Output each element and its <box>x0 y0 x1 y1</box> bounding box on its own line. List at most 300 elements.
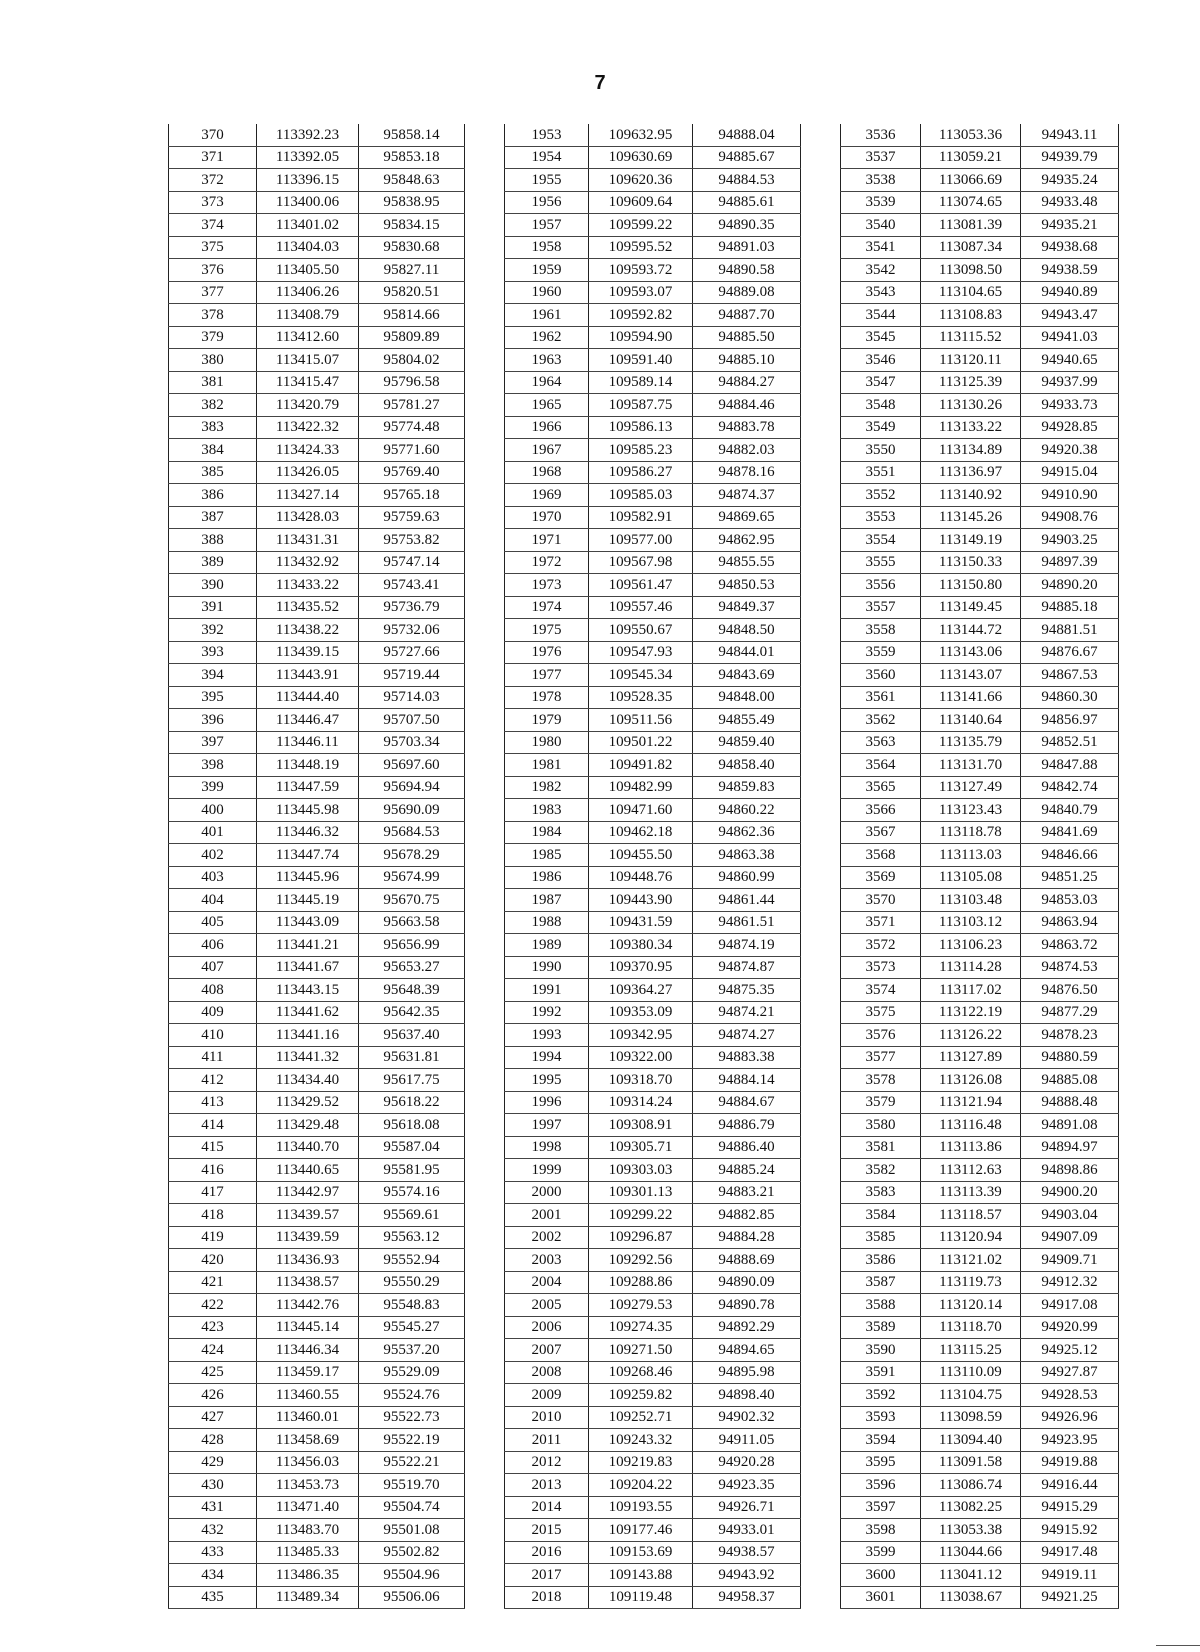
table-row <box>169 1339 465 1362</box>
y-coordinate-cell: 95529.09 <box>359 1361 465 1384</box>
x-coordinate-cell: 113456.03 <box>257 1451 359 1474</box>
point-number-cell: 423 <box>169 1316 257 1339</box>
x-coordinate-cell: 109511.56 <box>589 709 693 732</box>
table-row <box>505 664 801 687</box>
y-coordinate-cell: 94890.35 <box>693 214 801 237</box>
table-row <box>505 844 801 867</box>
table-row <box>841 596 1119 619</box>
x-coordinate-cell: 113121.94 <box>921 1091 1021 1114</box>
point-number-cell: 419 <box>169 1226 257 1249</box>
y-coordinate-cell: 94885.67 <box>693 146 801 169</box>
point-number-cell: 406 <box>169 934 257 957</box>
x-coordinate-cell: 113434.40 <box>257 1069 359 1092</box>
y-coordinate-cell: 95838.95 <box>359 191 465 214</box>
point-number-cell: 1999 <box>505 1159 589 1182</box>
table-row <box>841 1541 1119 1564</box>
y-coordinate-cell: 94862.95 <box>693 529 801 552</box>
point-number-cell: 2017 <box>505 1564 589 1587</box>
table-row <box>841 1496 1119 1519</box>
x-coordinate-cell: 109491.82 <box>589 754 693 777</box>
y-coordinate-cell: 95827.11 <box>359 259 465 282</box>
x-coordinate-cell: 109593.07 <box>589 281 693 304</box>
point-number-cell: 3580 <box>841 1114 921 1137</box>
table-row <box>505 1519 801 1542</box>
x-coordinate-cell: 113446.34 <box>257 1339 359 1362</box>
y-coordinate-cell: 94855.55 <box>693 551 801 574</box>
table-row <box>169 1181 465 1204</box>
table-row <box>169 1271 465 1294</box>
table-row <box>505 574 801 597</box>
point-number-cell: 1988 <box>505 911 589 934</box>
point-number-cell: 1962 <box>505 326 589 349</box>
table-row <box>841 911 1119 934</box>
y-coordinate-cell: 94884.27 <box>693 371 801 394</box>
y-coordinate-cell: 95670.75 <box>359 889 465 912</box>
y-coordinate-cell: 95504.74 <box>359 1496 465 1519</box>
table-row <box>169 1361 465 1384</box>
point-number-cell: 3568 <box>841 844 921 867</box>
table-row <box>841 349 1119 372</box>
x-coordinate-cell: 113459.17 <box>257 1361 359 1384</box>
x-coordinate-cell: 113429.52 <box>257 1091 359 1114</box>
y-coordinate-cell: 95707.50 <box>359 709 465 732</box>
point-number-cell: 377 <box>169 281 257 304</box>
y-coordinate-cell: 95809.89 <box>359 326 465 349</box>
x-coordinate-cell: 113400.06 <box>257 191 359 214</box>
y-coordinate-cell: 95674.99 <box>359 866 465 889</box>
point-number-cell: 1967 <box>505 439 589 462</box>
table-row <box>169 506 465 529</box>
x-coordinate-cell: 109308.91 <box>589 1114 693 1137</box>
x-coordinate-cell: 109243.32 <box>589 1429 693 1452</box>
table-row <box>505 754 801 777</box>
point-number-cell: 1955 <box>505 169 589 192</box>
table-row <box>505 821 801 844</box>
x-coordinate-cell: 109567.98 <box>589 551 693 574</box>
x-coordinate-cell: 113445.14 <box>257 1316 359 1339</box>
point-number-cell: 431 <box>169 1496 257 1519</box>
point-number-cell: 1981 <box>505 754 589 777</box>
y-coordinate-cell: 95714.03 <box>359 686 465 709</box>
y-coordinate-cell: 94943.47 <box>1021 304 1119 327</box>
point-number-cell: 3599 <box>841 1541 921 1564</box>
x-coordinate-cell: 109594.90 <box>589 326 693 349</box>
table-row <box>841 1249 1119 1272</box>
table-row <box>505 641 801 664</box>
table-row <box>169 1226 465 1249</box>
y-coordinate-cell: 94861.44 <box>693 889 801 912</box>
x-coordinate-cell: 113401.02 <box>257 214 359 237</box>
y-coordinate-cell: 94958.37 <box>693 1586 801 1609</box>
x-coordinate-cell: 113149.45 <box>921 596 1021 619</box>
point-number-cell: 3540 <box>841 214 921 237</box>
point-number-cell: 3542 <box>841 259 921 282</box>
x-coordinate-cell: 113105.08 <box>921 866 1021 889</box>
y-coordinate-cell: 94848.00 <box>693 686 801 709</box>
x-coordinate-cell: 113120.11 <box>921 349 1021 372</box>
y-coordinate-cell: 95753.82 <box>359 529 465 552</box>
y-coordinate-cell: 94874.87 <box>693 956 801 979</box>
point-number-cell: 1997 <box>505 1114 589 1137</box>
x-coordinate-cell: 113106.23 <box>921 934 1021 957</box>
x-coordinate-cell: 109592.82 <box>589 304 693 327</box>
y-coordinate-cell: 95796.58 <box>359 371 465 394</box>
point-number-cell: 426 <box>169 1384 257 1407</box>
table-row <box>169 709 465 732</box>
y-coordinate-cell: 95684.53 <box>359 821 465 844</box>
x-coordinate-cell: 113118.57 <box>921 1204 1021 1227</box>
y-coordinate-cell: 94939.79 <box>1021 146 1119 169</box>
point-number-cell: 3560 <box>841 664 921 687</box>
y-coordinate-cell: 94917.48 <box>1021 1541 1119 1564</box>
x-coordinate-cell: 113440.70 <box>257 1136 359 1159</box>
table-row <box>505 1249 801 1272</box>
y-coordinate-cell: 95771.60 <box>359 439 465 462</box>
y-coordinate-cell: 94884.67 <box>693 1091 801 1114</box>
point-number-cell: 3587 <box>841 1271 921 1294</box>
x-coordinate-cell: 113392.05 <box>257 146 359 169</box>
y-coordinate-cell: 94935.24 <box>1021 169 1119 192</box>
table-row <box>841 146 1119 169</box>
table-row <box>169 1564 465 1587</box>
table-row <box>169 664 465 687</box>
y-coordinate-cell: 94888.69 <box>693 1249 801 1272</box>
y-coordinate-cell: 94912.32 <box>1021 1271 1119 1294</box>
x-coordinate-cell: 113041.12 <box>921 1564 1021 1587</box>
y-coordinate-cell: 94943.92 <box>693 1564 801 1587</box>
table-row <box>841 1159 1119 1182</box>
table-row <box>841 1181 1119 1204</box>
point-number-cell: 2011 <box>505 1429 589 1452</box>
y-coordinate-cell: 94840.79 <box>1021 799 1119 822</box>
x-coordinate-cell: 113453.73 <box>257 1474 359 1497</box>
y-coordinate-cell: 94938.59 <box>1021 259 1119 282</box>
y-coordinate-cell: 95743.41 <box>359 574 465 597</box>
table-row <box>505 1541 801 1564</box>
y-coordinate-cell: 95804.02 <box>359 349 465 372</box>
x-coordinate-cell: 109455.50 <box>589 844 693 867</box>
point-number-cell: 1969 <box>505 484 589 507</box>
y-coordinate-cell: 94940.65 <box>1021 349 1119 372</box>
x-coordinate-cell: 109587.75 <box>589 394 693 417</box>
y-coordinate-cell: 94933.48 <box>1021 191 1119 214</box>
coordinates-table-3 <box>840 124 1119 1609</box>
point-number-cell: 1954 <box>505 146 589 169</box>
table-row <box>841 709 1119 732</box>
x-coordinate-cell: 113443.09 <box>257 911 359 934</box>
y-coordinate-cell: 94923.95 <box>1021 1429 1119 1452</box>
x-coordinate-cell: 113113.86 <box>921 1136 1021 1159</box>
y-coordinate-cell: 95617.75 <box>359 1069 465 1092</box>
x-coordinate-cell: 109271.50 <box>589 1339 693 1362</box>
table-row <box>169 349 465 372</box>
table-row <box>169 821 465 844</box>
y-coordinate-cell: 94848.50 <box>693 619 801 642</box>
y-coordinate-cell: 94842.74 <box>1021 776 1119 799</box>
y-coordinate-cell: 94903.04 <box>1021 1204 1119 1227</box>
point-number-cell: 1989 <box>505 934 589 957</box>
point-number-cell: 417 <box>169 1181 257 1204</box>
point-number-cell: 3601 <box>841 1586 921 1609</box>
x-coordinate-cell: 113415.07 <box>257 349 359 372</box>
point-number-cell: 1984 <box>505 821 589 844</box>
table-row <box>169 371 465 394</box>
y-coordinate-cell: 94933.01 <box>693 1519 801 1542</box>
point-number-cell: 397 <box>169 731 257 754</box>
table-row <box>169 394 465 417</box>
y-coordinate-cell: 94902.32 <box>693 1406 801 1429</box>
x-coordinate-cell: 109547.93 <box>589 641 693 664</box>
table-row <box>841 1519 1119 1542</box>
table-row <box>169 799 465 822</box>
y-coordinate-cell: 94937.99 <box>1021 371 1119 394</box>
x-coordinate-cell: 113118.70 <box>921 1316 1021 1339</box>
table-row <box>505 1159 801 1182</box>
x-coordinate-cell: 113429.48 <box>257 1114 359 1137</box>
y-coordinate-cell: 94938.68 <box>1021 236 1119 259</box>
point-number-cell: 3556 <box>841 574 921 597</box>
point-number-cell: 384 <box>169 439 257 462</box>
y-coordinate-cell: 95545.27 <box>359 1316 465 1339</box>
table-row <box>169 1316 465 1339</box>
x-coordinate-cell: 113103.12 <box>921 911 1021 934</box>
y-coordinate-cell: 95550.29 <box>359 1271 465 1294</box>
y-coordinate-cell: 94935.21 <box>1021 214 1119 237</box>
x-coordinate-cell: 113483.70 <box>257 1519 359 1542</box>
point-number-cell: 425 <box>169 1361 257 1384</box>
point-number-cell: 3590 <box>841 1339 921 1362</box>
y-coordinate-cell: 94885.08 <box>1021 1069 1119 1092</box>
table-row <box>841 821 1119 844</box>
x-coordinate-cell: 113150.33 <box>921 551 1021 574</box>
x-coordinate-cell: 113439.57 <box>257 1204 359 1227</box>
point-number-cell: 3538 <box>841 169 921 192</box>
point-number-cell: 3591 <box>841 1361 921 1384</box>
table-row <box>505 1069 801 1092</box>
x-coordinate-cell: 109119.48 <box>589 1586 693 1609</box>
point-number-cell: 1971 <box>505 529 589 552</box>
y-coordinate-cell: 94926.71 <box>693 1496 801 1519</box>
x-coordinate-cell: 109292.56 <box>589 1249 693 1272</box>
x-coordinate-cell: 109585.03 <box>589 484 693 507</box>
table-row <box>505 1091 801 1114</box>
x-coordinate-cell: 113441.16 <box>257 1024 359 1047</box>
x-coordinate-cell: 113119.73 <box>921 1271 1021 1294</box>
x-coordinate-cell: 109177.46 <box>589 1519 693 1542</box>
x-coordinate-cell: 113436.93 <box>257 1249 359 1272</box>
point-number-cell: 427 <box>169 1406 257 1429</box>
y-coordinate-cell: 95581.95 <box>359 1159 465 1182</box>
point-number-cell: 373 <box>169 191 257 214</box>
point-number-cell: 2012 <box>505 1451 589 1474</box>
y-coordinate-cell: 94850.53 <box>693 574 801 597</box>
table-row <box>169 619 465 642</box>
x-coordinate-cell: 113396.15 <box>257 169 359 192</box>
y-coordinate-cell: 94890.58 <box>693 259 801 282</box>
table-row <box>169 1541 465 1564</box>
point-number-cell: 3551 <box>841 461 921 484</box>
x-coordinate-cell: 113460.55 <box>257 1384 359 1407</box>
x-coordinate-cell: 113118.78 <box>921 821 1021 844</box>
y-coordinate-cell: 95506.06 <box>359 1586 465 1609</box>
y-coordinate-cell: 95504.96 <box>359 1564 465 1587</box>
table-row <box>169 1496 465 1519</box>
x-coordinate-cell: 109219.83 <box>589 1451 693 1474</box>
x-coordinate-cell: 113439.59 <box>257 1226 359 1249</box>
y-coordinate-cell: 95774.48 <box>359 416 465 439</box>
table-row <box>505 124 801 146</box>
x-coordinate-cell: 109586.27 <box>589 461 693 484</box>
y-coordinate-cell: 94890.09 <box>693 1271 801 1294</box>
point-number-cell: 1982 <box>505 776 589 799</box>
y-coordinate-cell: 95501.08 <box>359 1519 465 1542</box>
table-row <box>505 416 801 439</box>
point-number-cell: 1993 <box>505 1024 589 1047</box>
y-coordinate-cell: 94908.76 <box>1021 506 1119 529</box>
x-coordinate-cell: 113134.89 <box>921 439 1021 462</box>
table-row <box>841 416 1119 439</box>
table-row <box>169 889 465 912</box>
point-number-cell: 408 <box>169 979 257 1002</box>
x-coordinate-cell: 113431.31 <box>257 529 359 552</box>
x-coordinate-cell: 113415.47 <box>257 371 359 394</box>
point-number-cell: 1996 <box>505 1091 589 1114</box>
x-coordinate-cell: 113445.96 <box>257 866 359 889</box>
y-coordinate-cell: 94878.23 <box>1021 1024 1119 1047</box>
point-number-cell: 374 <box>169 214 257 237</box>
table-row <box>841 214 1119 237</box>
x-coordinate-cell: 113447.74 <box>257 844 359 867</box>
table-row <box>169 1136 465 1159</box>
point-number-cell: 395 <box>169 686 257 709</box>
point-number-cell: 394 <box>169 664 257 687</box>
y-coordinate-cell: 94885.18 <box>1021 596 1119 619</box>
point-number-cell: 404 <box>169 889 257 912</box>
point-number-cell: 3577 <box>841 1046 921 1069</box>
point-number-cell: 3546 <box>841 349 921 372</box>
x-coordinate-cell: 113053.38 <box>921 1519 1021 1542</box>
x-coordinate-cell: 113141.66 <box>921 686 1021 709</box>
y-coordinate-cell: 95814.66 <box>359 304 465 327</box>
x-coordinate-cell: 113145.26 <box>921 506 1021 529</box>
table-row <box>841 619 1119 642</box>
footer-rule <box>1156 1645 1200 1646</box>
x-coordinate-cell: 113460.01 <box>257 1406 359 1429</box>
x-coordinate-cell: 109252.71 <box>589 1406 693 1429</box>
table-row <box>169 1046 465 1069</box>
table-row <box>841 169 1119 192</box>
y-coordinate-cell: 94876.67 <box>1021 641 1119 664</box>
y-coordinate-cell: 95653.27 <box>359 956 465 979</box>
y-coordinate-cell: 94911.05 <box>693 1429 801 1452</box>
y-coordinate-cell: 94928.85 <box>1021 416 1119 439</box>
x-coordinate-cell: 109303.03 <box>589 1159 693 1182</box>
table-row <box>169 236 465 259</box>
x-coordinate-cell: 113445.98 <box>257 799 359 822</box>
point-number-cell: 3598 <box>841 1519 921 1542</box>
y-coordinate-cell: 94883.21 <box>693 1181 801 1204</box>
x-coordinate-cell: 113424.33 <box>257 439 359 462</box>
table-row <box>841 1339 1119 1362</box>
table-row <box>169 529 465 552</box>
point-number-cell: 3539 <box>841 191 921 214</box>
y-coordinate-cell: 94844.01 <box>693 641 801 664</box>
table-row <box>841 191 1119 214</box>
table-row <box>505 1136 801 1159</box>
x-coordinate-cell: 109482.99 <box>589 776 693 799</box>
y-coordinate-cell: 94863.38 <box>693 844 801 867</box>
table-row <box>169 1586 465 1609</box>
point-number-cell: 3578 <box>841 1069 921 1092</box>
point-number-cell: 428 <box>169 1429 257 1452</box>
table-row <box>841 866 1119 889</box>
table-row <box>505 1451 801 1474</box>
table-row <box>841 844 1119 867</box>
x-coordinate-cell: 113443.91 <box>257 664 359 687</box>
point-number-cell: 3596 <box>841 1474 921 1497</box>
table-row <box>505 709 801 732</box>
point-number-cell: 3576 <box>841 1024 921 1047</box>
x-coordinate-cell: 109318.70 <box>589 1069 693 1092</box>
y-coordinate-cell: 94856.97 <box>1021 709 1119 732</box>
y-coordinate-cell: 95522.19 <box>359 1429 465 1452</box>
x-coordinate-cell: 109593.72 <box>589 259 693 282</box>
table-row <box>169 259 465 282</box>
point-number-cell: 418 <box>169 1204 257 1227</box>
x-coordinate-cell: 113435.52 <box>257 596 359 619</box>
table-row <box>169 1294 465 1317</box>
y-coordinate-cell: 94874.53 <box>1021 956 1119 979</box>
point-number-cell: 1956 <box>505 191 589 214</box>
table-row <box>169 124 465 146</box>
y-coordinate-cell: 95732.06 <box>359 619 465 642</box>
x-coordinate-cell: 113406.26 <box>257 281 359 304</box>
x-coordinate-cell: 109585.23 <box>589 439 693 462</box>
x-coordinate-cell: 109462.18 <box>589 821 693 844</box>
table-row <box>841 1474 1119 1497</box>
point-number-cell: 391 <box>169 596 257 619</box>
y-coordinate-cell: 95563.12 <box>359 1226 465 1249</box>
y-coordinate-cell: 94884.53 <box>693 169 801 192</box>
point-number-cell: 3586 <box>841 1249 921 1272</box>
y-coordinate-cell: 94919.88 <box>1021 1451 1119 1474</box>
point-number-cell: 429 <box>169 1451 257 1474</box>
y-coordinate-cell: 94883.78 <box>693 416 801 439</box>
point-number-cell: 1976 <box>505 641 589 664</box>
y-coordinate-cell: 94900.20 <box>1021 1181 1119 1204</box>
table-row <box>841 461 1119 484</box>
x-coordinate-cell: 109561.47 <box>589 574 693 597</box>
point-number-cell: 1995 <box>505 1069 589 1092</box>
x-coordinate-cell: 113074.65 <box>921 191 1021 214</box>
point-number-cell: 3541 <box>841 236 921 259</box>
table-row <box>505 1361 801 1384</box>
y-coordinate-cell: 94882.85 <box>693 1204 801 1227</box>
point-number-cell: 2006 <box>505 1316 589 1339</box>
y-coordinate-cell: 95769.40 <box>359 461 465 484</box>
x-coordinate-cell: 113117.02 <box>921 979 1021 1002</box>
y-coordinate-cell: 94846.66 <box>1021 844 1119 867</box>
y-coordinate-cell: 94889.08 <box>693 281 801 304</box>
y-coordinate-cell: 94897.39 <box>1021 551 1119 574</box>
x-coordinate-cell: 109288.86 <box>589 1271 693 1294</box>
x-coordinate-cell: 113458.69 <box>257 1429 359 1452</box>
x-coordinate-cell: 113446.47 <box>257 709 359 732</box>
table-row <box>169 596 465 619</box>
x-coordinate-cell: 113404.03 <box>257 236 359 259</box>
table-row <box>505 934 801 957</box>
y-coordinate-cell: 94886.40 <box>693 1136 801 1159</box>
